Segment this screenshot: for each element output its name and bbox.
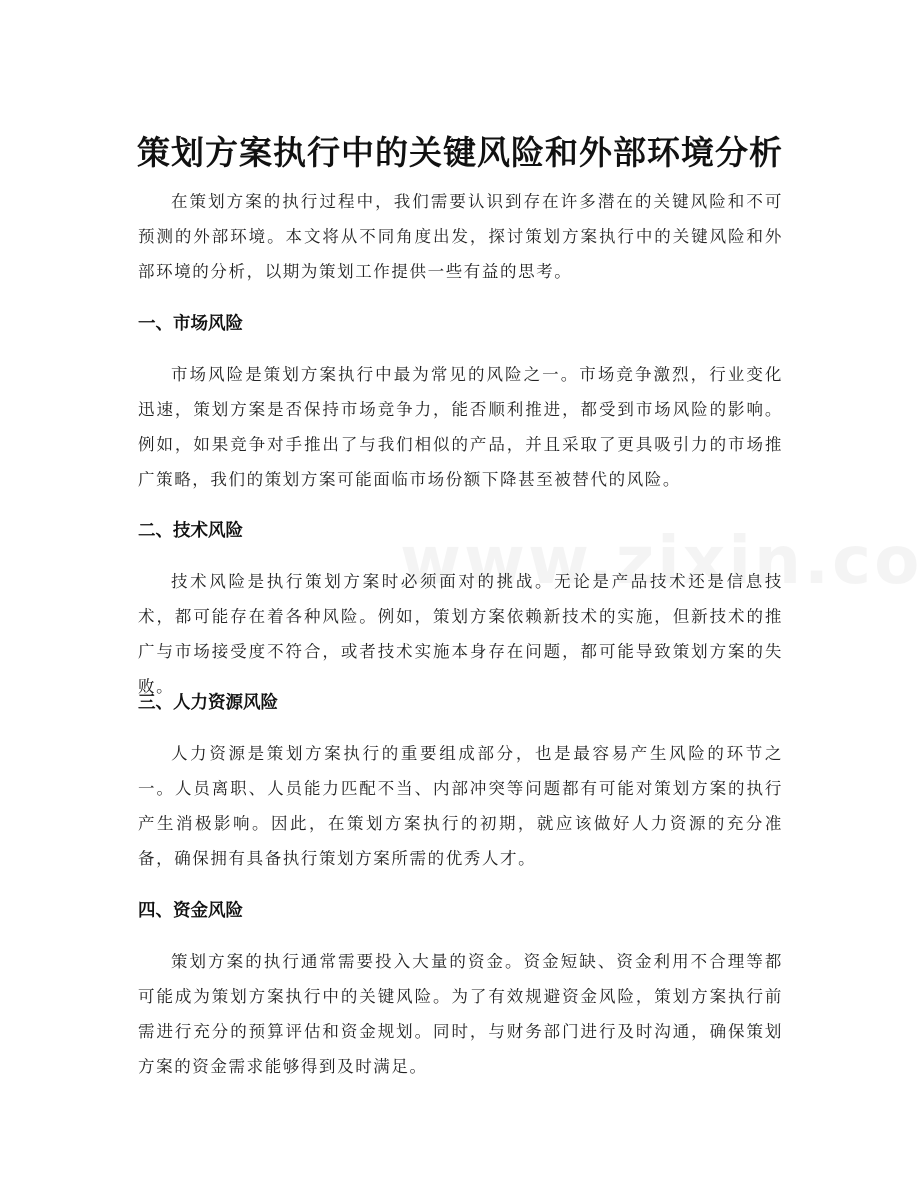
section-heading-market-risk: 一、市场风险 (138, 314, 243, 334)
section-heading-hr-risk: 三、人力资源风险 (138, 693, 278, 713)
section-body-hr-risk: 人力资源是策划方案执行的重要组成部分，也是最容易产生风险的环节之一。人员离职、人员能力匹配不当、内部冲突等问题都有可能对策划方案的执行产生消极影响。因此，在策划方案执行的初期，就应该做好人力资源的充分准备，确保拥有具备执行策划方案所需的优秀人才。 (138, 744, 783, 868)
document-title: 策划方案执行中的关键风险和外部环境分析 (137, 133, 783, 173)
section-heading-funding-risk: 四、资金风险 (138, 901, 243, 921)
intro-paragraph: 在策划方案的执行过程中，我们需要认识到存在许多潜在的关键风险和不可预测的外部环境。本文将从不同角度出发，探讨策划方案执行中的关键风险和外部环境的分析，以期为策划工作提供一些有益的思考。 (138, 192, 783, 281)
section-body-funding-risk: 策划方案的执行通常需要投入大量的资金。资金短缺、资金利用不合理等都可能成为策划方案执行中的关键风险。为了有效规避资金风险，策划方案执行前需进行充分的预算评估和资金规划。同时，与财务部门进行及时沟通，确保策划方案的资金需求能够得到及时满足。 (138, 952, 783, 1076)
section-body-tech-risk: 技术风险是执行策划方案时必须面对的挑战。无论是产品技术还是信息技术，都可能存在着各种风险。例如，策划方案依赖新技术的实施，但新技术的推广与市场接受度不符合，或者技术实施本身存在问题，都可能导致策划方案的失败。 (138, 572, 783, 696)
section-heading-tech-risk: 二、技术风险 (138, 521, 243, 541)
section-body-market-risk: 市场风险是策划方案执行中最为常见的风险之一。市场竞争激烈，行业变化迅速，策划方案是否保持市场竞争力，能否顺利推进，都受到市场风险的影响。例如，如果竞争对手推出了与我们相似的产品，并且采取了更具吸引力的市场推广策略，我们的策划方案可能面临市场份额下降甚至被替代的风险。 (138, 365, 783, 489)
